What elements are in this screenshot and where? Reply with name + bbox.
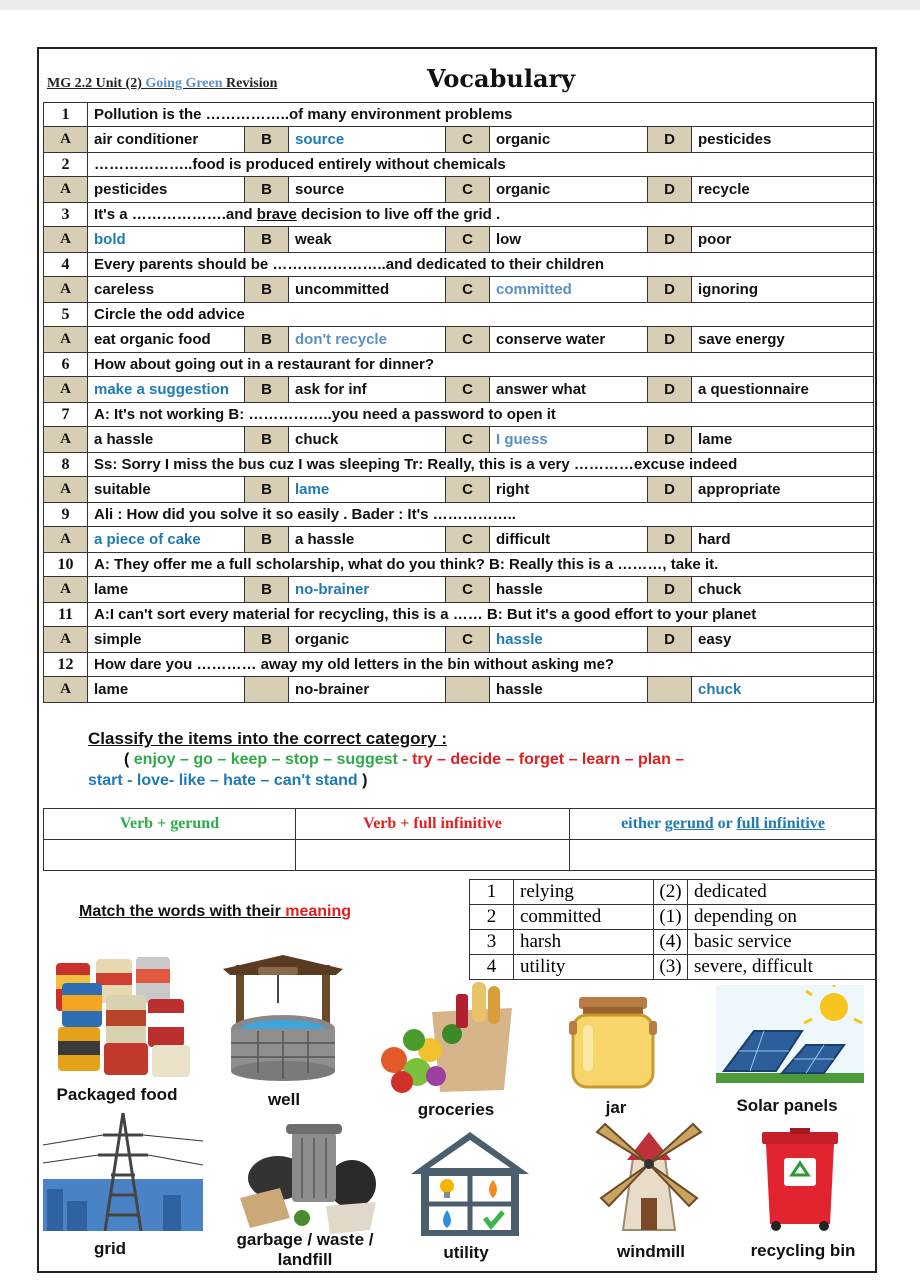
caption-packaged-food: Packaged food [56,1085,178,1104]
question-row [44,653,874,677]
grid-image [43,1105,203,1231]
utility-image [405,1128,535,1236]
option-text[interactable]: source [289,127,446,153]
option-key: C [446,627,490,653]
option-key: D [648,327,692,353]
option-text[interactable]: air conditioner [88,127,245,153]
option-text[interactable]: answer what [490,377,648,403]
question-row [44,553,874,577]
option-key: A [44,427,88,453]
header-revision: Revision [226,76,278,91]
option-text[interactable]: lame [88,577,245,603]
match-row [470,930,877,955]
option-key: A [44,127,88,153]
option-key: C [446,227,490,253]
option-key: D [648,227,692,253]
question-number: 5 [44,303,88,327]
option-key: A [44,677,88,703]
match-number: 2 [470,905,514,930]
option-text[interactable]: organic [490,177,648,203]
question-row [44,403,874,427]
option-text[interactable]: save energy [692,327,874,353]
option-text[interactable]: a questionnaire [692,377,874,403]
option-key: D [648,527,692,553]
option-key: A [44,477,88,503]
options-row [44,527,874,553]
question-row [44,353,874,377]
question-row [44,303,874,327]
option-key: D [648,577,692,603]
question-text: Ali : How did you solve it so easily . Bader : It's …………….. [88,503,874,527]
either-or: or [713,815,737,832]
option-text[interactable]: poor [692,227,874,253]
option-text[interactable]: source [289,177,446,203]
vocabulary-questions-table [43,102,874,703]
option-key: A [44,277,88,303]
option-text[interactable]: low [490,227,648,253]
question-number: 4 [44,253,88,277]
match-answer[interactable]: (2) [654,880,688,905]
option-text[interactable]: pesticides [692,127,874,153]
option-text[interactable]: chuck [692,577,874,603]
match-word: committed [514,905,654,930]
option-text[interactable]: uncommitted [289,277,446,303]
option-text[interactable]: a hassle [289,527,446,553]
option-key: A [44,377,88,403]
option-key: B [245,477,289,503]
option-key: D [648,427,692,453]
option-text[interactable]: committed [490,277,648,303]
match-row [470,955,877,980]
option-text[interactable]: weak [289,227,446,253]
match-number: 4 [470,955,514,980]
question-text: It's a ……………….and brave decision to live off the grid . [88,203,874,227]
option-key: B [245,377,289,403]
option-text[interactable]: I guess [490,427,648,453]
header-either [570,809,877,840]
match-row [470,905,877,930]
option-text[interactable]: hassle [490,577,648,603]
garbage-image [230,1118,380,1238]
match-word: harsh [514,930,654,955]
options-row [44,477,874,503]
windmill-image [593,1118,703,1236]
option-text[interactable]: chuck [692,677,874,703]
option-text[interactable]: lame [88,677,245,703]
option-key: B [245,327,289,353]
word-bank-close: ) [357,772,368,789]
option-text[interactable]: hard [692,527,874,553]
packaged-food-image [48,955,198,1080]
either-word: either [621,815,665,832]
option-text[interactable]: no-brainer [289,677,446,703]
question-number: 8 [44,453,88,477]
question-number: 6 [44,353,88,377]
option-key: C [446,127,490,153]
option-key: B [245,227,289,253]
option-text[interactable]: appropriate [692,477,874,503]
match-meaning: basic service [688,930,877,955]
question-row [44,203,874,227]
classify-table [43,808,877,871]
classify-word-bank [88,749,828,791]
match-title-meaning: meaning [285,903,352,920]
match-title [79,903,351,921]
option-key: B [245,177,289,203]
options-row [44,427,874,453]
classify-title: Classify the items into the correct category : [88,729,447,748]
option-text[interactable]: easy [692,627,874,653]
option-text[interactable]: ask for inf [289,377,446,403]
option-text[interactable]: simple [88,627,245,653]
question-text: A: They offer me a full scholarship, what do you think? B: Really this is a ………, take it. [88,553,874,577]
question-text: A: It's not working B: ……………..you need a password to open it [88,403,874,427]
match-answer[interactable]: (1) [654,905,688,930]
question-text: ………………..food is produced entirely without chemicals [88,153,874,177]
caption-utility: utility [443,1243,489,1262]
option-key: B [245,127,289,153]
option-text[interactable]: a hassle [88,427,245,453]
question-row [44,103,874,127]
underlined-word: brave [256,206,297,223]
caption-groceries: groceries [417,1100,495,1119]
option-key: A [44,327,88,353]
option-key: C [446,477,490,503]
option-key: B [245,627,289,653]
infinitive-words: try – decide – forget – learn – plan – [412,751,685,768]
options-row [44,277,874,303]
match-meaning: dedicated [688,880,877,905]
question-number: 9 [44,503,88,527]
match-title-text: Match the words with their [79,903,286,920]
question-text: How dare you ………… away my old letters in the bin without asking me? [88,653,874,677]
option-text[interactable]: suitable [88,477,245,503]
answer-cell-gerund[interactable] [44,840,296,871]
question-number: 10 [44,553,88,577]
options-row [44,177,874,203]
header-unit-name: Going Green [145,76,227,91]
question-number: 11 [44,603,88,627]
match-table [469,879,877,980]
header-verb-infinitive: Verb + full infinitive [296,809,570,840]
option-text[interactable]: careless [88,277,245,303]
option-key: A [44,177,88,203]
option-text[interactable]: lame [289,477,446,503]
option-key: D [648,277,692,303]
match-answer[interactable]: (3) [654,955,688,980]
answer-cell-either[interactable] [570,840,877,871]
worksheet-header [47,76,277,92]
option-text[interactable]: recycle [692,177,874,203]
match-word: utility [514,955,654,980]
either-words: start - love- like – hate – can't stand [88,772,358,789]
caption-garbage: garbage / waste / landfill [236,1230,374,1269]
word-bank-open: ( [124,751,134,768]
jar-image [563,995,663,1091]
question-number: 1 [44,103,88,127]
question-text: How about going out in a restaurant for dinner? [88,353,874,377]
option-key: A [44,627,88,653]
question-text: Every parents should be …………………..and dedicated to their children [88,253,874,277]
header-verb-gerund: Verb + gerund [44,809,296,840]
option-key: D [648,477,692,503]
gerund-words: enjoy – go – keep – stop – suggest - [133,751,413,768]
answer-cell-infinitive[interactable] [296,840,570,871]
match-number: 1 [470,880,514,905]
match-meaning: depending on [688,905,877,930]
question-row [44,453,874,477]
option-text[interactable]: don't recycle [289,327,446,353]
option-key [245,677,289,703]
options-row [44,377,874,403]
options-row [44,677,874,703]
match-word: relying [514,880,654,905]
caption-windmill: windmill [617,1242,685,1261]
caption-grid: grid [93,1239,127,1258]
caption-recycling-bin: recycling bin [750,1241,856,1260]
question-row [44,603,874,627]
option-text[interactable]: bold [88,227,245,253]
solar-panels-image [716,985,864,1083]
option-text[interactable]: right [490,477,648,503]
page-title: Vocabulary [427,64,576,93]
well-image [218,955,348,1085]
options-row [44,227,874,253]
option-key: C [446,327,490,353]
option-key: C [446,577,490,603]
caption-jar: jar [605,1098,627,1117]
question-text: A:I can't sort every material for recycling, this is a …… B: But it's a good effort to your planet [88,603,874,627]
question-text: Ss: Sorry I miss the bus cuz I was sleeping Tr: Really, this is a very …………excuse indeed [88,453,874,477]
question-row [44,503,874,527]
option-key: A [44,577,88,603]
match-row [470,880,877,905]
match-meaning: severe, difficult [688,955,877,980]
question-number: 3 [44,203,88,227]
option-key: B [245,427,289,453]
option-text[interactable]: organic [490,127,648,153]
question-number: 2 [44,153,88,177]
option-key [648,677,692,703]
option-key: C [446,277,490,303]
option-text[interactable]: lame [692,427,874,453]
option-text[interactable]: chuck [289,427,446,453]
either-infinitive: full infinitive [736,815,825,832]
option-key [446,677,490,703]
option-key: D [648,177,692,203]
match-answer[interactable]: (4) [654,930,688,955]
options-row [44,627,874,653]
option-key: C [446,177,490,203]
option-key: A [44,227,88,253]
question-row [44,153,874,177]
option-text[interactable]: hassle [490,677,648,703]
option-key: C [446,527,490,553]
question-text: Pollution is the ……………..of many environment problems [88,103,874,127]
option-key: B [245,527,289,553]
option-text[interactable]: a piece of cake [88,527,245,553]
top-band [0,0,920,10]
question-number: 12 [44,653,88,677]
option-text[interactable]: ignoring [692,277,874,303]
option-text[interactable]: pesticides [88,177,245,203]
option-text[interactable]: hassle [490,627,648,653]
option-text[interactable]: make a suggestion [88,377,245,403]
option-key: B [245,277,289,303]
recycling-bin-image [760,1128,840,1232]
question-row [44,253,874,277]
options-row [44,327,874,353]
option-key: B [245,577,289,603]
option-key: D [648,377,692,403]
option-text[interactable]: conserve water [490,327,648,353]
option-key: C [446,377,490,403]
caption-solar-panels: Solar panels [736,1096,838,1115]
question-number: 7 [44,403,88,427]
question-text: Circle the odd advice [88,303,874,327]
groceries-image [372,972,522,1100]
options-row [44,127,874,153]
option-text[interactable]: organic [289,627,446,653]
options-row [44,577,874,603]
option-text[interactable]: difficult [490,527,648,553]
option-key: A [44,527,88,553]
header-unit: MG 2.2 Unit (2) [47,76,146,91]
match-number: 3 [470,930,514,955]
option-text[interactable]: no-brainer [289,577,446,603]
caption-well: well [267,1090,301,1109]
option-key: D [648,127,692,153]
option-key: D [648,627,692,653]
option-text[interactable]: eat organic food [88,327,245,353]
option-key: C [446,427,490,453]
either-gerund: gerund [664,815,714,832]
